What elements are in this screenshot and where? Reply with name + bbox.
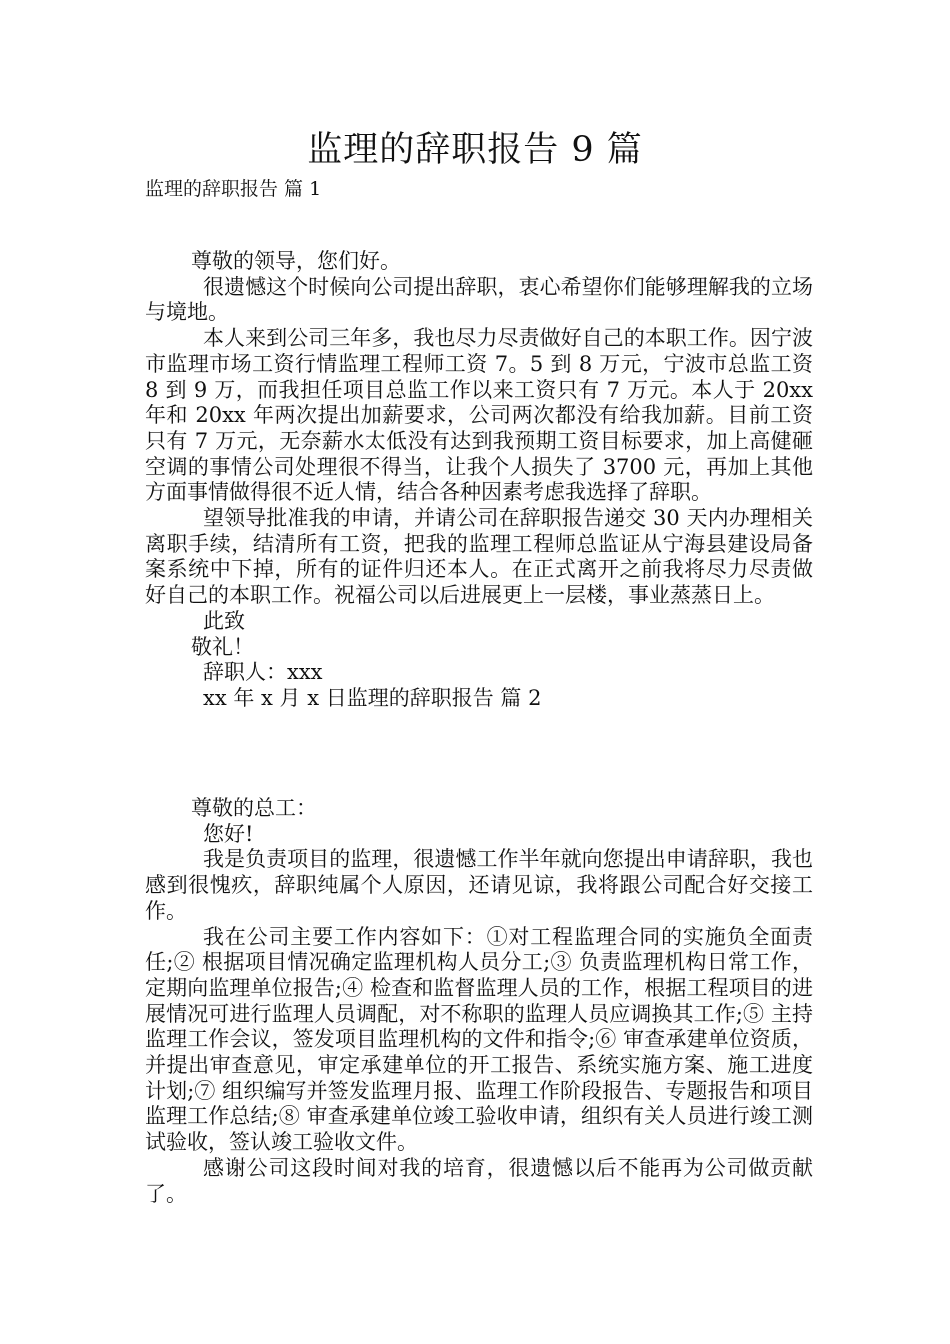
section-heading-1: 监理的辞职报告 篇 1 xyxy=(145,178,322,200)
paragraph: 本人来到公司三年多，我也尽力尽责做好自己的本职工作。因宁波市监理市场工资行情监理工程师工资 7。5 到 8 万元，宁波市总监工资 8 到 9 万，而我担任项目总监工作以来工资只有 7 万元。本人于 20xx 年和 20xx 年两次提出加薪要求，公司两次都没有给我加薪。目前工资只有 7 万元，无奈薪水太低没有达到我预期工资目标要求，加上高健砸空调的事情公司处理很不得当，让我个人损失了 3700 元，再加上其他方面事情做得很不近人情，结合各种因素考虑我选择了辞职。 xyxy=(145,326,813,505)
greeting: 您好! xyxy=(203,821,254,846)
paragraph: 我是负责项目的监理，很遗憾工作半年就向您提出申请辞职，我也感到很愧疚，辞职纯属个人原因，还请见谅，我将跟公司配合好交接工作。 xyxy=(145,847,813,923)
date-and-section-heading-2: xx 年 x 月 x 日监理的辞职报告 篇 2 xyxy=(203,685,542,710)
closing-line: 敬礼！ xyxy=(191,634,254,659)
signature-line: 辞职人：xxx xyxy=(203,660,323,685)
document-title: 监理的辞职报告 9 篇 xyxy=(307,130,643,170)
salutation: 尊敬的领导，您们好。 xyxy=(191,249,401,273)
paragraph: 我在公司主要工作内容如下：①对工程监理合同的实施负全面责任;② 根据项目情况确定监理机构人员分工;③ 负责监理机构日常工作，定期向监理单位报告;④ 检查和监督监理人员的工作，根据工程项目的进展情况可进行监理人员调配，对不称职的监理人员应调换其工作;⑤ 主持监理工作会议，签发项目监理机构的文件和指令;⑥ 审查承建单位资质，并提出审查意见，审定承建单位的开工报告、系统实施方案、施工进度计划;⑦ 组织编写并签发监理月报、监理工作阶段报告、专题报告和项目监理工作总结;⑧ 审查承建单位竣工验收申请，组织有关人员进行竣工测试验收，签认竣工验收文件。 xyxy=(145,924,813,1155)
closing-line: 此致 xyxy=(203,608,245,633)
report-2-body xyxy=(145,796,813,1207)
paragraph: 感谢公司这段时间对我的培育，很遗憾以后不能再为公司做贡献了。 xyxy=(145,1155,813,1206)
paragraph: 很遗憾这个时候向公司提出辞职，衷心希望你们能够理解我的立场与境地。 xyxy=(145,274,813,325)
report-1-body xyxy=(145,249,813,712)
salutation: 尊敬的总工： xyxy=(191,796,317,820)
paragraph: 望领导批准我的申请，并请公司在辞职报告递交 30 天内办理相关离职手续，结清所有工资，把我的监理工程师总监证从宁海县建设局备案系统中下掉，所有的证件归还本人。在正式离开之前我将尽力尽责做好自己的本职工作。祝福公司以后进展更上一层楼，事业蒸蒸日上。 xyxy=(145,506,813,608)
